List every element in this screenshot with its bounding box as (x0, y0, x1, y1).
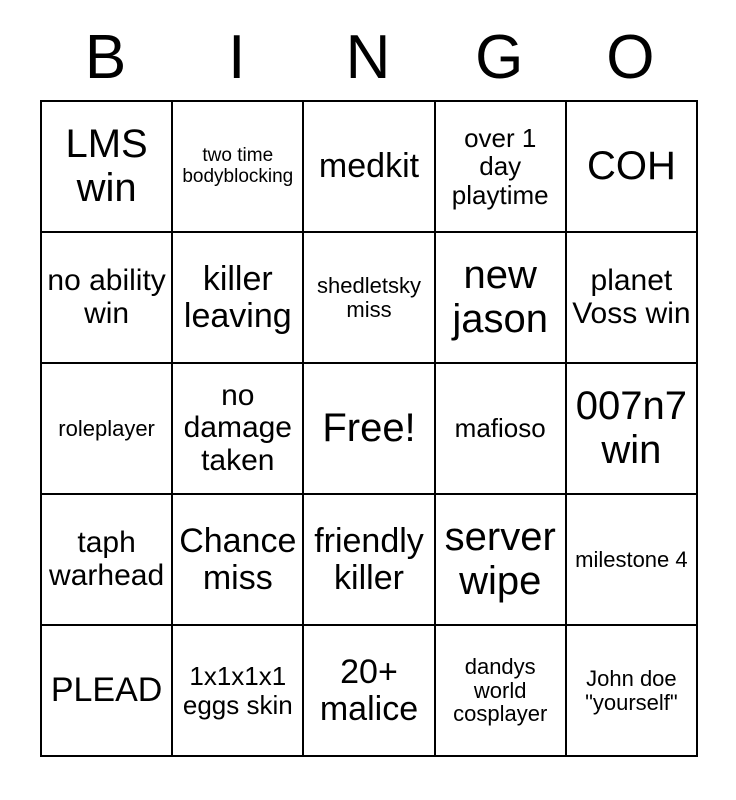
bingo-cell[interactable] (436, 102, 567, 233)
bingo-header-letter-b: B (84, 23, 127, 92)
bingo-cell[interactable] (304, 626, 435, 757)
bingo-cell[interactable] (42, 626, 173, 757)
bingo-cell-label: server wipe (444, 515, 556, 603)
bingo-cell[interactable] (304, 233, 435, 364)
bingo-cell-label: shedletsky miss (317, 272, 421, 322)
bingo-cell[interactable] (567, 626, 698, 757)
bingo-cell-label: 007n7 win (575, 384, 687, 472)
bingo-cell[interactable] (42, 495, 173, 626)
bingo-cell-label: no damage taken (183, 378, 292, 477)
bingo-header-letter-g: G (475, 23, 524, 92)
bingo-cell[interactable] (436, 626, 567, 757)
bingo-cell-label: planet Voss win (572, 264, 691, 330)
bingo-cell[interactable] (567, 495, 698, 626)
bingo-cell-label: roleplayer (58, 415, 155, 441)
bingo-cell-label: John doe "yourself" (585, 665, 678, 715)
bingo-cell-label: milestone 4 (575, 546, 688, 572)
bingo-cell[interactable] (436, 495, 567, 626)
bingo-cell-label: new jason (452, 253, 548, 341)
bingo-cell-label: killer leaving (183, 259, 292, 335)
bingo-cell[interactable] (173, 233, 304, 364)
bingo-cell[interactable] (42, 102, 173, 233)
bingo-cell[interactable] (567, 102, 698, 233)
bingo-cell[interactable] (436, 233, 567, 364)
bingo-header-letter-n: N (345, 23, 391, 92)
bingo-header-letter-i: I (228, 23, 246, 92)
bingo-cell[interactable] (567, 364, 698, 495)
bingo-cell[interactable] (173, 626, 304, 757)
bingo-cell-label: 20+ malice (319, 652, 419, 728)
bingo-cell[interactable] (567, 233, 698, 364)
bingo-cell[interactable] (42, 364, 173, 495)
bingo-grid (40, 100, 698, 757)
bingo-cell[interactable] (304, 495, 435, 626)
bingo-cell-label: Chance miss (179, 521, 297, 597)
bingo-cell[interactable] (173, 364, 304, 495)
bingo-cell[interactable] (42, 233, 173, 364)
bingo-header-row (40, 16, 696, 100)
bingo-cell-label: two time bodyblocking (182, 144, 294, 187)
bingo-cell[interactable] (304, 102, 435, 233)
bingo-cell-label: taph warhead (49, 526, 165, 592)
bingo-cell[interactable] (304, 364, 435, 495)
bingo-cell-label: COH (586, 143, 676, 188)
bingo-cell-label: dandys world cosplayer (453, 653, 548, 727)
bingo-cell-label: 1x1x1x1 eggs skin (182, 661, 293, 720)
bingo-cell-label: mafioso (454, 413, 546, 444)
bingo-header-letter-o: O (606, 23, 655, 92)
bingo-cell-label: over 1 day playtime (451, 123, 549, 210)
bingo-cell[interactable] (173, 495, 304, 626)
bingo-cell-label: PLEAD (50, 671, 163, 710)
bingo-cell[interactable] (173, 102, 304, 233)
bingo-cell-label: Free! (322, 405, 416, 450)
bingo-cell-label: medkit (318, 147, 420, 186)
bingo-cell-label: friendly killer (314, 521, 424, 597)
bingo-cell-label: LMS win (65, 122, 148, 210)
bingo-cell-label: no ability win (47, 264, 166, 330)
bingo-cell[interactable] (436, 364, 567, 495)
